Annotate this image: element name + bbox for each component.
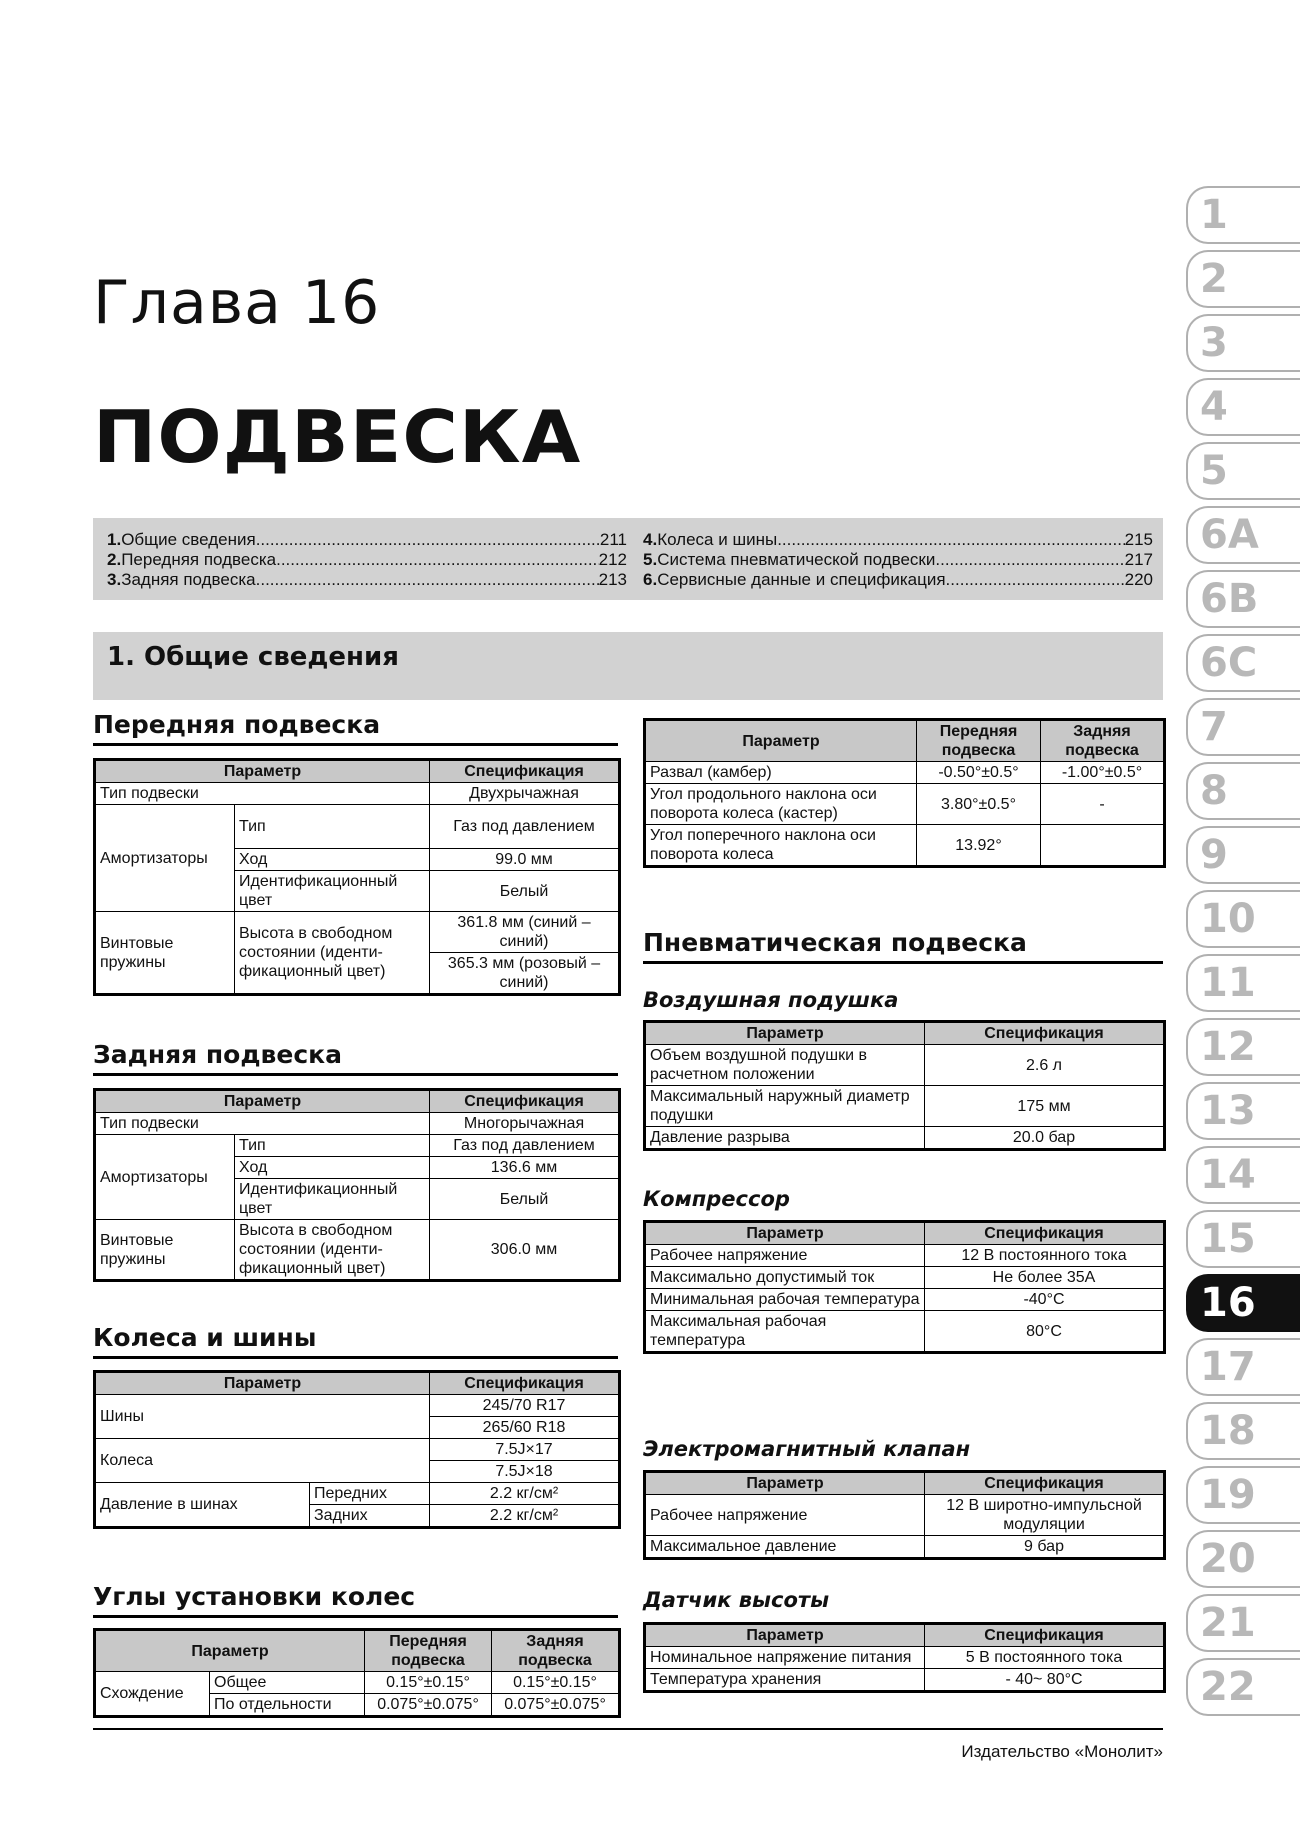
alignment-table — [93, 1628, 621, 1718]
table-cell: Винтовые пружины — [95, 912, 235, 995]
chapter-tab-label: 14 — [1200, 1152, 1256, 1198]
chapter-tab-label: 6C — [1200, 640, 1258, 686]
table-cell: Многорычажная — [430, 1113, 620, 1135]
table-cell: 12 В широтно-импульсной модуляции — [925, 1495, 1165, 1536]
chapter-tab[interactable] — [1186, 1658, 1300, 1716]
chapter-tab-label: 7 — [1200, 704, 1228, 750]
section-header — [93, 632, 1163, 700]
table-cell: -1.00°±0.5° — [1041, 762, 1165, 784]
chapter-tab[interactable] — [1186, 1146, 1300, 1204]
table-header: Параметр — [645, 1222, 925, 1245]
front-suspension-table — [93, 758, 621, 996]
chapter-tabs — [1186, 186, 1300, 1722]
table-cell: 175 мм — [925, 1086, 1165, 1127]
table-cell: Номинальное напряжение питания — [645, 1647, 925, 1669]
table-cell: 2.2 кг/см² — [430, 1483, 620, 1505]
table-cell: Давление разрыва — [645, 1127, 925, 1150]
solenoid-valve-table — [643, 1470, 1166, 1560]
table-cell: Температура хранения — [645, 1669, 925, 1692]
chapter-tab-label: 15 — [1200, 1216, 1256, 1262]
table-cell: Газ под давлением — [430, 1135, 620, 1157]
chapter-tab[interactable] — [1186, 250, 1300, 308]
toc-title: Колеса и шины — [657, 530, 778, 549]
toc-page: 212 — [598, 550, 627, 569]
chapter-tab[interactable] — [1186, 1530, 1300, 1588]
compressor-table — [643, 1220, 1166, 1354]
table-cell: - 40~ 80°С — [925, 1669, 1165, 1692]
table-cell: 361.8 мм (синий – синий) — [430, 912, 620, 953]
table-cell: Газ под давлением — [430, 805, 620, 849]
toc-page: 213 — [598, 570, 627, 589]
alignment-heading: Углы установки колес — [93, 1582, 618, 1618]
toc-title: Система пневматической подвески — [657, 550, 936, 569]
chapter-tab-label: 3 — [1200, 320, 1228, 366]
toc-item[interactable] — [643, 530, 1153, 550]
table-cell: 20.0 бар — [925, 1127, 1165, 1150]
chapter-tab-label: 21 — [1200, 1600, 1256, 1646]
airbag-table — [643, 1020, 1166, 1151]
table-header: Спецификация — [925, 1022, 1165, 1045]
table-cell: 0.075°±0.075° — [365, 1694, 492, 1717]
table-cell: Тип подвески — [95, 783, 430, 805]
table-cell: -40°С — [925, 1289, 1165, 1311]
chapter-tab[interactable] — [1186, 314, 1300, 372]
chapter-tab[interactable] — [1186, 1082, 1300, 1140]
table-cell: Угол продольного наклона оси поворота колеса (кастер) — [645, 784, 917, 825]
table-header: Параметр — [95, 760, 430, 783]
chapter-tab[interactable] — [1186, 698, 1300, 756]
wheels-tires-table — [93, 1370, 621, 1529]
airbag-heading: Воздушная подушка — [643, 988, 899, 1012]
chapter-tab-label: 20 — [1200, 1536, 1256, 1582]
table-cell: Колеса — [95, 1439, 430, 1483]
toc-number: 1. — [107, 530, 122, 549]
solenoid-valve-heading: Электромагнитный клапан — [643, 1437, 971, 1461]
toc-page: 215 — [1124, 530, 1153, 549]
toc-dots — [256, 570, 599, 590]
table-header: Задняя подвеска — [492, 1630, 620, 1672]
table-cell: 7.5J×18 — [430, 1461, 620, 1483]
toc-item[interactable] — [107, 570, 627, 590]
toc-title: Передняя подвеска — [121, 550, 277, 569]
chapter-tab-label: 8 — [1200, 768, 1228, 814]
table-cell: 3.80°±0.5° — [917, 784, 1041, 825]
compressor-heading: Компрессор — [643, 1187, 790, 1211]
chapter-tab-label: 16 — [1200, 1280, 1256, 1326]
table-of-contents — [93, 518, 1163, 600]
chapter-tab[interactable] — [1186, 1274, 1300, 1332]
publisher: Издательство «Монолит» — [961, 1742, 1163, 1761]
table-header: Спецификация — [925, 1624, 1165, 1647]
table-cell: Белый — [430, 871, 620, 912]
toc-page: 211 — [599, 530, 627, 549]
table-cell: Белый — [430, 1179, 620, 1220]
chapter-tab-label: 9 — [1200, 832, 1228, 878]
chapter-tab-label: 4 — [1200, 384, 1228, 430]
toc-number: 4. — [643, 530, 658, 549]
table-header: Спецификация — [925, 1472, 1165, 1495]
table-cell: 2.2 кг/см² — [430, 1505, 620, 1528]
table-cell: Тип подвески — [95, 1113, 430, 1135]
table-cell: 13.92° — [917, 825, 1041, 867]
chapter-tab[interactable] — [1186, 826, 1300, 884]
table-cell: Рабочее напряжение — [645, 1245, 925, 1267]
toc-item[interactable] — [643, 550, 1153, 570]
chapter-label: Глава 16 — [93, 268, 381, 338]
chapter-tab[interactable] — [1186, 1594, 1300, 1652]
chapter-tab[interactable] — [1186, 954, 1300, 1012]
table-header: Параметр — [95, 1372, 430, 1395]
table-cell: 7.5J×17 — [430, 1439, 620, 1461]
table-cell: 0.15°±0.15° — [365, 1672, 492, 1694]
toc-dots — [256, 530, 600, 550]
table-cell: Тип — [235, 805, 430, 849]
chapter-tab-label: 1 — [1200, 192, 1228, 238]
table-cell: Ход — [235, 849, 430, 871]
table-cell: 365.3 мм (розовый – синий) — [430, 953, 620, 995]
table-cell: Развал (камбер) — [645, 762, 917, 784]
table-cell: Шины — [95, 1395, 430, 1439]
toc-dots — [935, 550, 1124, 570]
table-cell: Высота в свободном состоянии (иденти-фикационный цвет) — [235, 912, 430, 995]
chapter-tab[interactable] — [1186, 1466, 1300, 1524]
toc-dots — [946, 570, 1125, 590]
rear-suspension-heading: Задняя подвеска — [93, 1040, 618, 1076]
chapter-tab-label: 5 — [1200, 448, 1228, 494]
table-cell: - — [1041, 784, 1165, 825]
toc-number: 3. — [107, 570, 122, 589]
table-cell: Амортизаторы — [95, 1135, 235, 1220]
chapter-tab-label: 19 — [1200, 1472, 1256, 1518]
chapter-tab-label: 6A — [1200, 512, 1259, 558]
table-cell: Идентификационный цвет — [235, 1179, 430, 1220]
height-sensor-heading: Датчик высоты — [643, 1588, 830, 1612]
table-cell: Передних — [310, 1483, 430, 1505]
chapter-tab-label: 17 — [1200, 1344, 1256, 1390]
table-cell: Максимальное давление — [645, 1536, 925, 1559]
chapter-tab[interactable] — [1186, 1338, 1300, 1396]
table-cell: Двухрычажная — [430, 783, 620, 805]
height-sensor-table — [643, 1622, 1166, 1693]
chapter-tab-label: 6B — [1200, 576, 1259, 622]
pneumatic-heading: Пневматическая подвеска — [643, 928, 1163, 964]
table-cell: 136.6 мм — [430, 1157, 620, 1179]
table-cell: 265/60 R18 — [430, 1417, 620, 1439]
chapter-tab[interactable] — [1186, 570, 1300, 628]
table-header: Спецификация — [430, 1372, 620, 1395]
table-cell: 9 бар — [925, 1536, 1165, 1559]
chapter-tab[interactable] — [1186, 186, 1300, 244]
table-cell: 2.6 л — [925, 1045, 1165, 1086]
table-header: Передняя подвеска — [917, 720, 1041, 762]
table-cell: Максимальная рабочая температура — [645, 1311, 925, 1353]
chapter-tab-label: 12 — [1200, 1024, 1256, 1070]
table-cell: 5 В постоянного тока — [925, 1647, 1165, 1669]
chapter-tab[interactable] — [1186, 1210, 1300, 1268]
chapter-tab-label: 11 — [1200, 960, 1256, 1006]
chapter-tab[interactable] — [1186, 442, 1300, 500]
chapter-tab-label: 13 — [1200, 1088, 1256, 1134]
toc-column-right — [643, 530, 1153, 590]
table-header: Параметр — [645, 1472, 925, 1495]
table-cell: Ход — [235, 1157, 430, 1179]
table-header: Спецификация — [430, 760, 620, 783]
chapter-tab-label: 22 — [1200, 1664, 1256, 1710]
toc-page: 217 — [1124, 550, 1153, 569]
table-cell: Схождение — [95, 1672, 210, 1717]
chapter-tab[interactable] — [1186, 1018, 1300, 1076]
toc-title: Общие сведения — [121, 530, 256, 549]
table-cell: Высота в свободном состоянии (иденти-фикационный цвет) — [235, 1220, 430, 1281]
table-header: Параметр — [95, 1090, 430, 1113]
chapter-tab[interactable] — [1186, 634, 1300, 692]
toc-dots — [276, 550, 599, 570]
table-cell: Рабочее напряжение — [645, 1495, 925, 1536]
table-cell: Винтовые пружины — [95, 1220, 235, 1281]
toc-item[interactable] — [107, 530, 627, 550]
wheels-tires-heading: Колеса и шины — [93, 1323, 618, 1359]
table-header: Спецификация — [430, 1090, 620, 1113]
toc-page: 220 — [1124, 570, 1153, 589]
table-cell: Задних — [310, 1505, 430, 1528]
toc-title: Сервисные данные и спецификация — [657, 570, 946, 589]
chapter-tab-label: 18 — [1200, 1408, 1256, 1454]
alignment-table-continued — [643, 718, 1166, 868]
table-header: Параметр — [645, 720, 917, 762]
table-cell: 306.0 мм — [430, 1220, 620, 1281]
table-cell: Угол поперечного наклона оси поворота колеса — [645, 825, 917, 867]
table-header: Параметр — [645, 1022, 925, 1045]
table-cell: Тип — [235, 1135, 430, 1157]
toc-number: 6. — [643, 570, 658, 589]
table-header: Параметр — [645, 1624, 925, 1647]
toc-item[interactable] — [107, 550, 627, 570]
chapter-tab-label: 10 — [1200, 896, 1256, 942]
table-cell — [1041, 825, 1165, 867]
table-cell: 0.075°±0.075° — [492, 1694, 620, 1717]
table-cell: Максимальный наружный диаметр подушки — [645, 1086, 925, 1127]
chapter-title: ПОДВЕСКА — [93, 395, 582, 479]
table-cell: Давление в шинах — [95, 1483, 310, 1528]
table-header: Задняя подвеска — [1041, 720, 1165, 762]
table-cell: 245/70 R17 — [430, 1395, 620, 1417]
table-cell: По отдельности — [210, 1694, 365, 1717]
table-cell: Не более 35А — [925, 1267, 1165, 1289]
chapter-tab-label: 2 — [1200, 256, 1228, 302]
table-cell: Идентификационный цвет — [235, 871, 430, 912]
toc-column-left — [107, 530, 627, 590]
chapter-tab[interactable] — [1186, 890, 1300, 948]
table-cell: Максимально допустимый ток — [645, 1267, 925, 1289]
table-cell: Амортизаторы — [95, 805, 235, 912]
table-cell: Общее — [210, 1672, 365, 1694]
table-header: Передняя подвеска — [365, 1630, 492, 1672]
table-cell: Объем воздушной подушки в расчетном положении — [645, 1045, 925, 1086]
toc-number: 5. — [643, 550, 658, 569]
footer-divider — [93, 1728, 1163, 1730]
toc-title: Задняя подвеска — [121, 570, 256, 589]
rear-suspension-table — [93, 1088, 621, 1282]
table-cell: 12 В постоянного тока — [925, 1245, 1165, 1267]
table-cell: 0.15°±0.15° — [492, 1672, 620, 1694]
chapter-tab[interactable] — [1186, 1402, 1300, 1460]
table-header: Параметр — [95, 1630, 365, 1672]
table-header: Спецификация — [925, 1222, 1165, 1245]
table-cell: Минимальная рабочая температура — [645, 1289, 925, 1311]
chapter-tab[interactable] — [1186, 506, 1300, 564]
section-title: 1. Общие сведения — [107, 642, 399, 672]
chapter-tab[interactable] — [1186, 378, 1300, 436]
chapter-tab[interactable] — [1186, 762, 1300, 820]
toc-number: 2. — [107, 550, 122, 569]
table-cell: -0.50°±0.5° — [917, 762, 1041, 784]
table-cell: 80°С — [925, 1311, 1165, 1353]
toc-dots — [777, 530, 1124, 550]
toc-item[interactable] — [643, 570, 1153, 590]
table-cell: 99.0 мм — [430, 849, 620, 871]
front-suspension-heading: Передняя подвеска — [93, 710, 618, 746]
